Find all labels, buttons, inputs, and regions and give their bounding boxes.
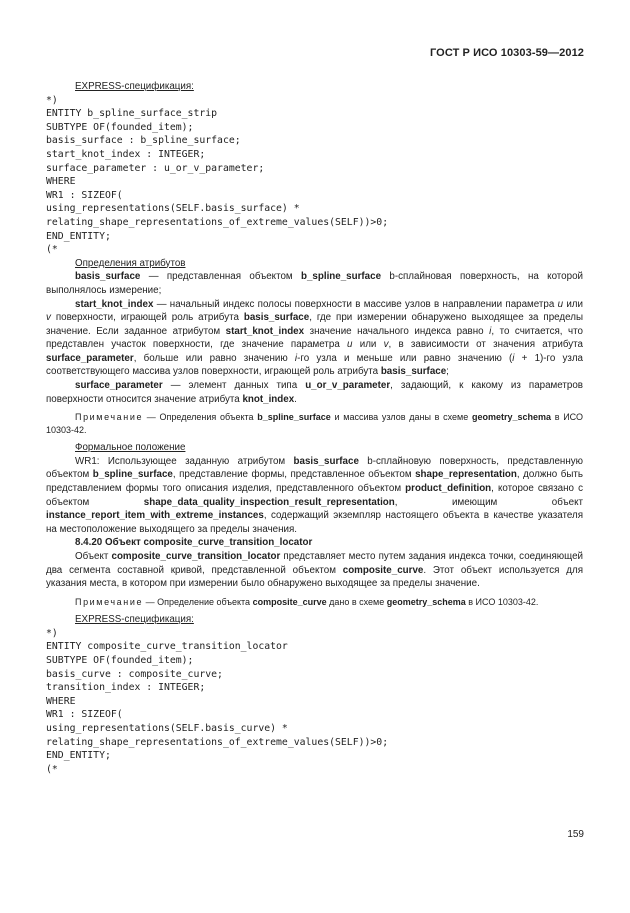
attr-surface-parameter: surface_parameter — элемент данных типа u_or_v_parameter, задающий, к какому из параметров поверхности относится значение атрибута knot_index. [46,380,583,405]
section-title: 8.4.20 Объект composite_curve_transition_locator [75,537,313,549]
attr-basis-surface: basis_surface — представленная объектом b_spline_surface b-сплайновая поверхность, на которой выполнялось измерение; [46,271,583,296]
note-1: Примечание — Определения объекта b_spline_surface и массива узлов даны в схеме geometry_schema в ИСО 10303-42. [46,412,583,435]
express-spec-label-2: EXPRESS-спецификация: [75,614,194,626]
attr-defs-heading: Определения атрибутов [75,257,186,269]
express-code-block: *) ENTITY b_spline_surface_strip SUBTYPE OF(founded_item); basis_surface : b_spline_surface; start_knot_index : INTEGER; surface_parameter : u_or_v_parameter; WHERE WR1 : SIZEOF( using_representations(SELF.basis_surface) * relating_shape_representations_of_extreme_values(SELF))>0; END_ENTITY; (* [46,94,389,256]
page-content [46,80,583,776]
page-header: ГОСТ Р ИСО 10303-59—2012 [429,47,584,59]
section-body: Объект composite_curve_transition_locator представляет место путем задания индекса точки, соединяющей два сегмента составной кривой, представленной объектом composite_curve. Этот объект используется для указания места, в котором при измерении было обнаружено выходящее за пределы значение. [46,551,584,590]
express-spec-label: EXPRESS-спецификация: [75,81,194,92]
page-number: 159 [567,829,584,840]
express-code-block-2: *) ENTITY composite_curve_transition_locator SUBTYPE OF(founded_item); basis_curve : composite_curve; transition_index : INTEGER; WHERE WR1 : SIZEOF( using_representations(SELF.basis_curve) * relating_shape_representations_of_extreme_values(SELF))>0; END_ENTITY; (* [46,627,389,775]
attr-start-knot-index: start_knot_index — начальный индекс полосы поверхности в массиве узлов в направлении параметра u или v поверхности, играющей роль атрибута basis_surface, где при измерении обнаружено выходящее за пределы значение. Если заданное атрибутом start_knot_index значение начального индекса равно i, то считается, что представлен участок поверхности, где значение параметра u или v, в зависимости от значения атрибута surface_parameter, больше или равно значению i-го узла и меньше или равно значению (i + 1)-го узла соответствующего массива узлов поверхности, играющей роль атрибута basis_surface; [46,298,583,378]
formal-rule-wr1: WR1: Использующее заданную атрибутом basis_surface b-сплайновую поверхность, представленную объектом b_spline_surface, представление формы, представленное объектом shape_representation, должно быть представлением формы того описания изделия, представленного объектом product_definition, которое связано с объектом shape_data_quality_inspection_result_representation, имеющим объект instance_report_item_with_extreme_instances, содержащий экземпляр настоящего объекта в качестве указателя на местоположение выходящего за пределы значения. [46,455,583,535]
formal-heading: Формальное положение [75,442,186,454]
note-2: Примечание — Определение объекта composite_curve дано в схеме geometry_schema в ИСО 10303-42. [75,596,539,607]
